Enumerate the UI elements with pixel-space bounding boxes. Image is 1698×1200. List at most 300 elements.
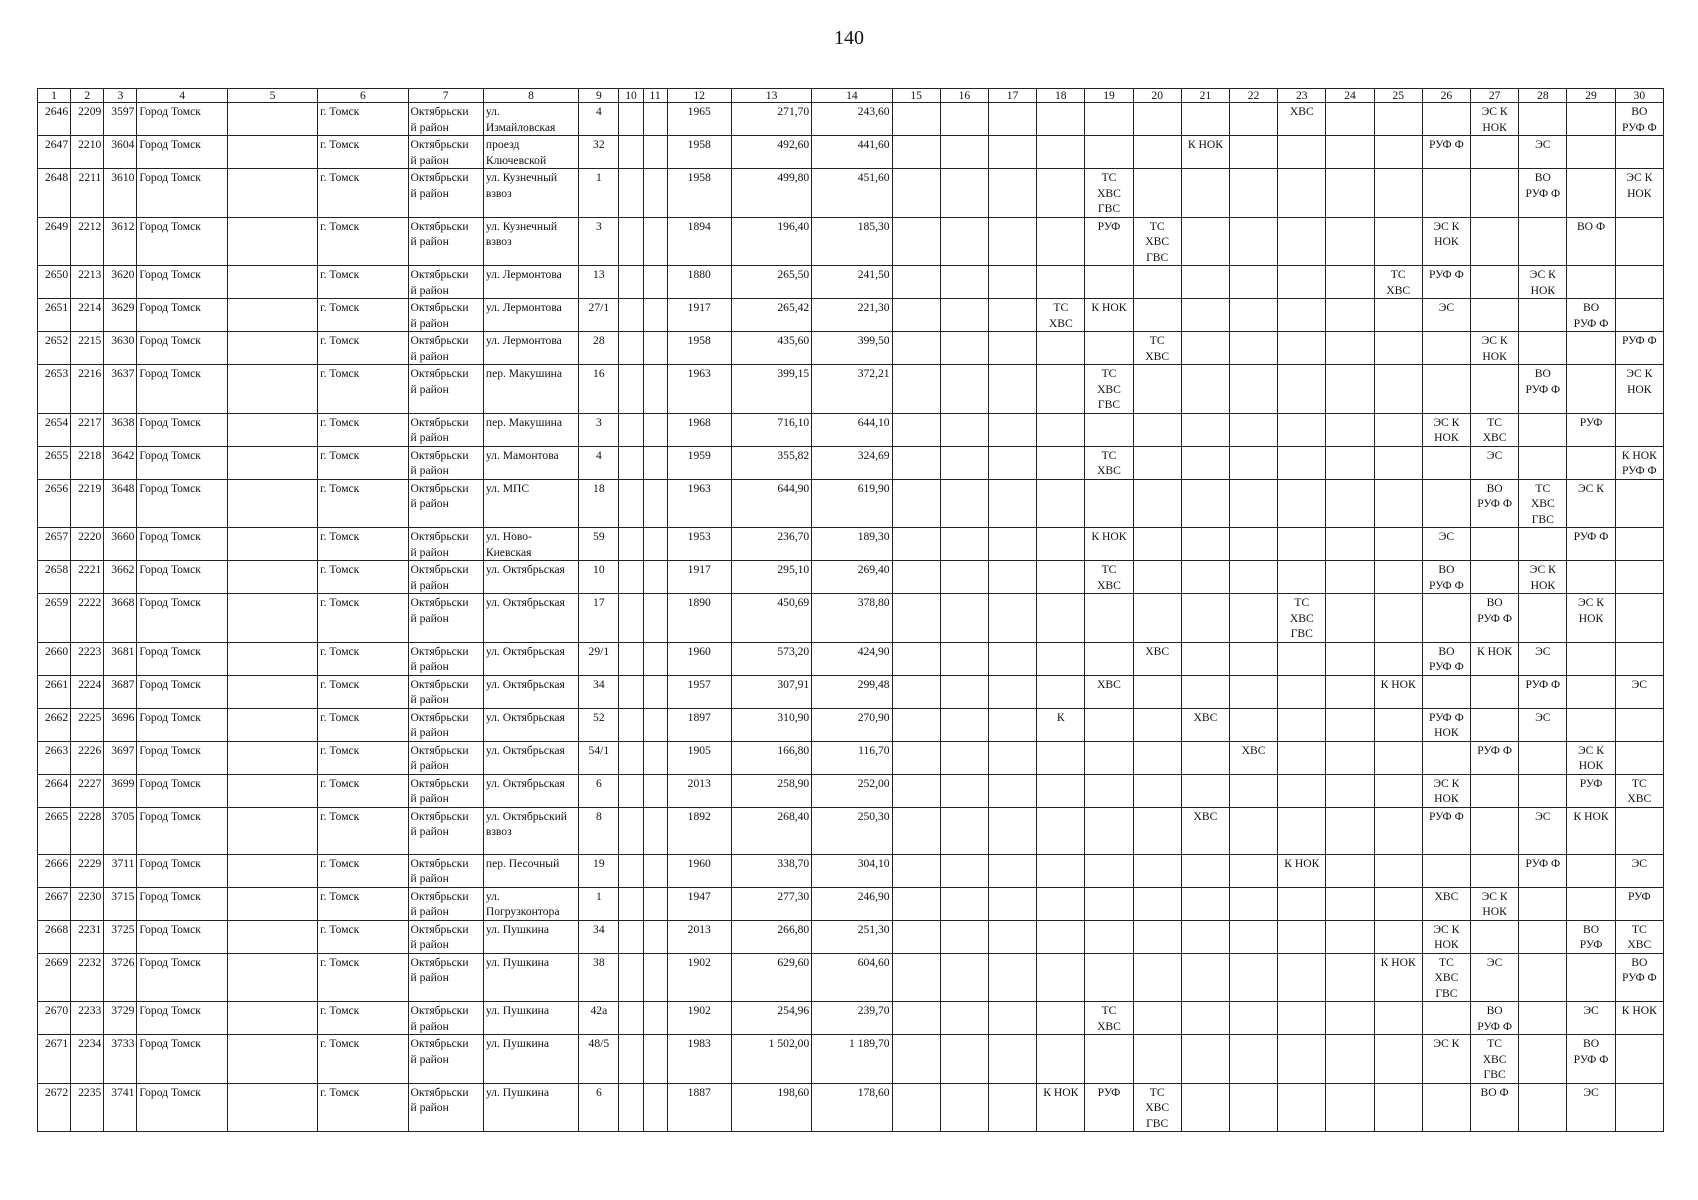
- cell-col-20: [1133, 136, 1181, 169]
- cell-col-4: Город Томск: [137, 217, 227, 266]
- cell-col-27: ЭС К НОК: [1471, 332, 1519, 365]
- cell-col-19: ТС ХВС ГВС: [1085, 365, 1133, 414]
- cell-col-10: [619, 446, 643, 479]
- cell-col-25: [1374, 1002, 1422, 1035]
- cell-col-10: [619, 807, 643, 854]
- cell-col-20: ХВС: [1133, 642, 1181, 675]
- cell-col-5: [227, 299, 317, 332]
- cell-col-23: [1278, 741, 1326, 774]
- column-header-3: 3: [104, 89, 137, 103]
- cell-col-19: [1085, 953, 1133, 1002]
- cell-col-4: Город Томск: [137, 332, 227, 365]
- cell-col-16: [940, 217, 988, 266]
- cell-col-24: [1326, 446, 1374, 479]
- cell-col-30: [1615, 413, 1663, 446]
- cell-col-22: [1230, 1002, 1278, 1035]
- cell-col-13: 265,42: [731, 299, 811, 332]
- cell-col-28: [1519, 1002, 1567, 1035]
- cell-col-25: [1374, 528, 1422, 561]
- cell-col-17: [988, 561, 1036, 594]
- cell-col-23: [1278, 332, 1326, 365]
- cell-col-19: К НОК: [1085, 528, 1133, 561]
- cell-col-12: 1917: [667, 299, 731, 332]
- cell-col-7: Октябрьски й район: [408, 807, 483, 854]
- cell-col-15: [892, 708, 940, 741]
- column-header-12: 12: [667, 89, 731, 103]
- cell-col-28: [1519, 1035, 1567, 1084]
- cell-col-19: [1085, 1035, 1133, 1084]
- cell-col-2: 2233: [71, 1002, 104, 1035]
- cell-col-18: [1037, 479, 1085, 528]
- cell-col-18: [1037, 217, 1085, 266]
- cell-col-28: ЭС К НОК: [1519, 266, 1567, 299]
- cell-col-26: ЭС: [1422, 299, 1470, 332]
- cell-col-5: [227, 708, 317, 741]
- cell-col-13: 268,40: [731, 807, 811, 854]
- cell-col-3: 3705: [104, 807, 137, 854]
- column-header-28: 28: [1519, 89, 1567, 103]
- cell-col-13: 271,70: [731, 103, 811, 136]
- cell-col-14: 251,30: [812, 920, 892, 953]
- cell-col-22: [1230, 1083, 1278, 1132]
- cell-col-13: 644,90: [731, 479, 811, 528]
- cell-col-24: [1326, 642, 1374, 675]
- cell-col-26: РУФ Ф НОК: [1422, 708, 1470, 741]
- cell-col-21: [1181, 446, 1229, 479]
- cell-col-26: [1422, 854, 1470, 887]
- cell-col-19: [1085, 332, 1133, 365]
- cell-col-25: [1374, 217, 1422, 266]
- cell-col-22: ХВС: [1230, 741, 1278, 774]
- cell-col-2: 2230: [71, 887, 104, 920]
- cell-col-15: [892, 365, 940, 414]
- cell-col-8: ул. Погрузконтора: [483, 887, 578, 920]
- cell-col-25: [1374, 365, 1422, 414]
- cell-col-4: Город Томск: [137, 136, 227, 169]
- cell-col-9: 54/1: [579, 741, 619, 774]
- cell-col-7: Октябрьски й район: [408, 708, 483, 741]
- cell-col-1: 2649: [38, 217, 71, 266]
- cell-col-27: К НОК: [1471, 642, 1519, 675]
- cell-col-7: Октябрьски й район: [408, 854, 483, 887]
- cell-col-2: 2232: [71, 953, 104, 1002]
- cell-col-5: [227, 1002, 317, 1035]
- cell-col-11: [643, 528, 667, 561]
- cell-col-2: 2216: [71, 365, 104, 414]
- column-header-22: 22: [1230, 89, 1278, 103]
- cell-col-10: [619, 642, 643, 675]
- cell-col-25: [1374, 807, 1422, 854]
- cell-col-29: [1567, 854, 1615, 887]
- cell-col-25: [1374, 741, 1422, 774]
- table-row: [38, 266, 1664, 299]
- cell-col-30: [1615, 136, 1663, 169]
- cell-col-7: Октябрьски й район: [408, 774, 483, 807]
- cell-col-21: [1181, 217, 1229, 266]
- cell-col-12: 1905: [667, 741, 731, 774]
- cell-col-7: Октябрьски й район: [408, 920, 483, 953]
- cell-col-1: 2652: [38, 332, 71, 365]
- cell-col-29: [1567, 642, 1615, 675]
- cell-col-18: [1037, 103, 1085, 136]
- cell-col-26: [1422, 169, 1470, 218]
- cell-col-6: г. Томск: [318, 561, 408, 594]
- cell-col-1: 2660: [38, 642, 71, 675]
- cell-col-19: К НОК: [1085, 299, 1133, 332]
- cell-col-23: [1278, 136, 1326, 169]
- cell-col-1: 2667: [38, 887, 71, 920]
- cell-col-30: ЭС К НОК: [1615, 365, 1663, 414]
- cell-col-18: [1037, 413, 1085, 446]
- column-header-4: 4: [137, 89, 227, 103]
- cell-col-20: [1133, 675, 1181, 708]
- cell-col-5: [227, 920, 317, 953]
- cell-col-8: ул. Октябрьская: [483, 594, 578, 643]
- cell-col-6: г. Томск: [318, 920, 408, 953]
- cell-col-10: [619, 887, 643, 920]
- table-row: [38, 1083, 1664, 1132]
- cell-col-12: 1963: [667, 479, 731, 528]
- cell-col-28: [1519, 953, 1567, 1002]
- cell-col-24: [1326, 299, 1374, 332]
- cell-col-2: 2223: [71, 642, 104, 675]
- table-row: [38, 708, 1664, 741]
- cell-col-10: [619, 741, 643, 774]
- cell-col-11: [643, 642, 667, 675]
- column-header-20: 20: [1133, 89, 1181, 103]
- table-row: [38, 774, 1664, 807]
- cell-col-3: 3610: [104, 169, 137, 218]
- cell-col-19: РУФ: [1085, 217, 1133, 266]
- cell-col-29: [1567, 365, 1615, 414]
- cell-col-16: [940, 1002, 988, 1035]
- table-row: [38, 446, 1664, 479]
- cell-col-16: [940, 136, 988, 169]
- cell-col-28: [1519, 741, 1567, 774]
- cell-col-26: [1422, 741, 1470, 774]
- cell-col-28: [1519, 299, 1567, 332]
- table-row: [38, 479, 1664, 528]
- cell-col-9: 3: [579, 413, 619, 446]
- cell-col-14: 116,70: [812, 741, 892, 774]
- cell-col-29: [1567, 675, 1615, 708]
- cell-col-5: [227, 1035, 317, 1084]
- cell-col-7: Октябрьски й район: [408, 528, 483, 561]
- cell-col-12: 1892: [667, 807, 731, 854]
- cell-col-21: [1181, 365, 1229, 414]
- cell-col-13: 236,70: [731, 528, 811, 561]
- cell-col-12: 1897: [667, 708, 731, 741]
- cell-col-23: [1278, 217, 1326, 266]
- cell-col-10: [619, 561, 643, 594]
- cell-col-6: г. Томск: [318, 446, 408, 479]
- cell-col-9: 1: [579, 887, 619, 920]
- cell-col-22: [1230, 266, 1278, 299]
- cell-col-5: [227, 266, 317, 299]
- cell-col-2: 2234: [71, 1035, 104, 1084]
- cell-col-7: Октябрьски й район: [408, 953, 483, 1002]
- cell-col-19: [1085, 642, 1133, 675]
- cell-col-19: [1085, 807, 1133, 854]
- cell-col-11: [643, 708, 667, 741]
- cell-col-18: ТС ХВС: [1037, 299, 1085, 332]
- cell-col-11: [643, 169, 667, 218]
- cell-col-13: 435,60: [731, 332, 811, 365]
- cell-col-4: Город Томск: [137, 1035, 227, 1084]
- cell-col-3: 3725: [104, 920, 137, 953]
- cell-col-2: 2235: [71, 1083, 104, 1132]
- cell-col-6: г. Томск: [318, 136, 408, 169]
- cell-col-1: 2671: [38, 1035, 71, 1084]
- cell-col-21: [1181, 169, 1229, 218]
- cell-col-2: 2209: [71, 103, 104, 136]
- cell-col-1: 2665: [38, 807, 71, 854]
- cell-col-7: Октябрьски й район: [408, 887, 483, 920]
- cell-col-23: [1278, 774, 1326, 807]
- cell-col-7: Октябрьски й район: [408, 594, 483, 643]
- cell-col-6: г. Томск: [318, 217, 408, 266]
- cell-col-15: [892, 1083, 940, 1132]
- cell-col-7: Октябрьски й район: [408, 266, 483, 299]
- cell-col-29: ЭС К НОК: [1567, 594, 1615, 643]
- cell-col-24: [1326, 561, 1374, 594]
- cell-col-5: [227, 675, 317, 708]
- cell-col-22: [1230, 479, 1278, 528]
- cell-col-4: Город Томск: [137, 266, 227, 299]
- cell-col-29: [1567, 136, 1615, 169]
- cell-col-9: 8: [579, 807, 619, 854]
- cell-col-29: [1567, 446, 1615, 479]
- cell-col-4: Город Томск: [137, 642, 227, 675]
- cell-col-28: РУФ Ф: [1519, 854, 1567, 887]
- cell-col-18: [1037, 169, 1085, 218]
- cell-col-29: [1567, 953, 1615, 1002]
- cell-col-9: 6: [579, 774, 619, 807]
- cell-col-1: 2666: [38, 854, 71, 887]
- cell-col-29: РУФ Ф: [1567, 528, 1615, 561]
- cell-col-18: [1037, 953, 1085, 1002]
- cell-col-19: [1085, 266, 1133, 299]
- cell-col-24: [1326, 136, 1374, 169]
- cell-col-6: г. Томск: [318, 642, 408, 675]
- cell-col-10: [619, 920, 643, 953]
- cell-col-17: [988, 642, 1036, 675]
- cell-col-20: [1133, 299, 1181, 332]
- cell-col-3: 3715: [104, 887, 137, 920]
- cell-col-11: [643, 887, 667, 920]
- cell-col-2: 2227: [71, 774, 104, 807]
- cell-col-6: г. Томск: [318, 103, 408, 136]
- cell-col-13: 310,90: [731, 708, 811, 741]
- cell-col-1: 2663: [38, 741, 71, 774]
- cell-col-14: 269,40: [812, 561, 892, 594]
- cell-col-28: ЭС: [1519, 136, 1567, 169]
- cell-col-14: 270,90: [812, 708, 892, 741]
- cell-col-28: [1519, 1083, 1567, 1132]
- cell-col-12: 1963: [667, 365, 731, 414]
- cell-col-1: 2661: [38, 675, 71, 708]
- cell-col-4: Город Томск: [137, 299, 227, 332]
- cell-col-15: [892, 103, 940, 136]
- cell-col-17: [988, 479, 1036, 528]
- cell-col-30: ТС ХВС: [1615, 920, 1663, 953]
- cell-col-2: 2219: [71, 479, 104, 528]
- cell-col-27: [1471, 217, 1519, 266]
- cell-col-3: 3597: [104, 103, 137, 136]
- cell-col-11: [643, 561, 667, 594]
- cell-col-24: [1326, 1002, 1374, 1035]
- cell-col-14: 372,21: [812, 365, 892, 414]
- table-row: [38, 136, 1664, 169]
- cell-col-21: [1181, 332, 1229, 365]
- cell-col-21: [1181, 920, 1229, 953]
- cell-col-21: [1181, 1083, 1229, 1132]
- cell-col-16: [940, 774, 988, 807]
- cell-col-4: Город Томск: [137, 479, 227, 528]
- cell-col-6: г. Томск: [318, 887, 408, 920]
- cell-col-19: РУФ: [1085, 1083, 1133, 1132]
- cell-col-15: [892, 774, 940, 807]
- cell-col-29: ВО РУФ Ф: [1567, 299, 1615, 332]
- cell-col-18: [1037, 920, 1085, 953]
- cell-col-8: ул. Октябрьская: [483, 675, 578, 708]
- cell-col-7: Октябрьски й район: [408, 1002, 483, 1035]
- cell-col-21: [1181, 774, 1229, 807]
- column-header-5: 5: [227, 89, 317, 103]
- cell-col-21: [1181, 642, 1229, 675]
- cell-col-1: 2672: [38, 1083, 71, 1132]
- cell-col-25: ТС ХВС: [1374, 266, 1422, 299]
- cell-col-5: [227, 953, 317, 1002]
- cell-col-12: 1917: [667, 561, 731, 594]
- cell-col-25: [1374, 708, 1422, 741]
- cell-col-15: [892, 446, 940, 479]
- cell-col-7: Октябрьски й район: [408, 1083, 483, 1132]
- cell-col-7: Октябрьски й район: [408, 741, 483, 774]
- cell-col-29: [1567, 332, 1615, 365]
- cell-col-18: [1037, 136, 1085, 169]
- table-row: [38, 365, 1664, 414]
- cell-col-12: 2013: [667, 774, 731, 807]
- cell-col-14: 252,00: [812, 774, 892, 807]
- cell-col-20: [1133, 854, 1181, 887]
- cell-col-29: РУФ: [1567, 774, 1615, 807]
- cell-col-6: г. Томск: [318, 774, 408, 807]
- cell-col-7: Октябрьски й район: [408, 446, 483, 479]
- cell-col-29: [1567, 708, 1615, 741]
- cell-col-1: 2659: [38, 594, 71, 643]
- cell-col-16: [940, 561, 988, 594]
- cell-col-29: ЭС К: [1567, 479, 1615, 528]
- cell-col-21: ХВС: [1181, 708, 1229, 741]
- cell-col-7: Октябрьски й район: [408, 299, 483, 332]
- cell-col-21: ХВС: [1181, 807, 1229, 854]
- cell-col-21: К НОК: [1181, 136, 1229, 169]
- cell-col-27: ВО РУФ Ф: [1471, 1002, 1519, 1035]
- cell-col-20: [1133, 1002, 1181, 1035]
- cell-col-18: [1037, 807, 1085, 854]
- cell-col-9: 18: [579, 479, 619, 528]
- cell-col-1: 2664: [38, 774, 71, 807]
- cell-col-24: [1326, 807, 1374, 854]
- cell-col-30: [1615, 1083, 1663, 1132]
- cell-col-17: [988, 332, 1036, 365]
- column-header-27: 27: [1471, 89, 1519, 103]
- cell-col-25: К НОК: [1374, 953, 1422, 1002]
- cell-col-28: ВО РУФ Ф: [1519, 169, 1567, 218]
- cell-col-9: 6: [579, 1083, 619, 1132]
- column-header-13: 13: [731, 89, 811, 103]
- cell-col-19: [1085, 103, 1133, 136]
- cell-col-27: [1471, 675, 1519, 708]
- cell-col-5: [227, 479, 317, 528]
- cell-col-3: 3662: [104, 561, 137, 594]
- cell-col-26: ВО РУФ Ф: [1422, 561, 1470, 594]
- cell-col-24: [1326, 774, 1374, 807]
- column-header-25: 25: [1374, 89, 1422, 103]
- cell-col-20: ТС ХВС ГВС: [1133, 217, 1181, 266]
- cell-col-4: Город Томск: [137, 953, 227, 1002]
- cell-col-9: 28: [579, 332, 619, 365]
- cell-col-25: [1374, 854, 1422, 887]
- cell-col-9: 10: [579, 561, 619, 594]
- cell-col-8: ул. Октябрьская: [483, 774, 578, 807]
- cell-col-17: [988, 528, 1036, 561]
- cell-col-5: [227, 642, 317, 675]
- cell-col-10: [619, 594, 643, 643]
- cell-col-21: [1181, 1035, 1229, 1084]
- cell-col-8: ул. Пушкина: [483, 920, 578, 953]
- cell-col-27: [1471, 299, 1519, 332]
- cell-col-21: [1181, 887, 1229, 920]
- cell-col-15: [892, 299, 940, 332]
- cell-col-6: г. Томск: [318, 854, 408, 887]
- cell-col-4: Город Томск: [137, 920, 227, 953]
- cell-col-2: 2224: [71, 675, 104, 708]
- cell-col-1: 2654: [38, 413, 71, 446]
- cell-col-21: [1181, 741, 1229, 774]
- column-header-7: 7: [408, 89, 483, 103]
- cell-col-5: [227, 103, 317, 136]
- cell-col-22: [1230, 169, 1278, 218]
- cell-col-11: [643, 479, 667, 528]
- cell-col-19: [1085, 887, 1133, 920]
- cell-col-17: [988, 594, 1036, 643]
- cell-col-24: [1326, 528, 1374, 561]
- cell-col-10: [619, 774, 643, 807]
- cell-col-9: 48/5: [579, 1035, 619, 1084]
- cell-col-30: К НОК РУФ Ф: [1615, 446, 1663, 479]
- cell-col-8: ул. Октябрьская: [483, 741, 578, 774]
- cell-col-14: 189,30: [812, 528, 892, 561]
- cell-col-30: [1615, 299, 1663, 332]
- cell-col-13: 499,80: [731, 169, 811, 218]
- cell-col-11: [643, 299, 667, 332]
- column-header-10: 10: [619, 89, 643, 103]
- cell-col-23: [1278, 299, 1326, 332]
- cell-col-26: ЭС К НОК: [1422, 413, 1470, 446]
- cell-col-22: [1230, 446, 1278, 479]
- cell-col-4: Город Томск: [137, 675, 227, 708]
- cell-col-29: ЭС К НОК: [1567, 741, 1615, 774]
- cell-col-3: 3696: [104, 708, 137, 741]
- cell-col-8: ул. Лермонтова: [483, 299, 578, 332]
- cell-col-6: г. Томск: [318, 299, 408, 332]
- cell-col-23: [1278, 479, 1326, 528]
- cell-col-12: 1953: [667, 528, 731, 561]
- cell-col-23: [1278, 953, 1326, 1002]
- cell-col-27: ЭС К НОК: [1471, 103, 1519, 136]
